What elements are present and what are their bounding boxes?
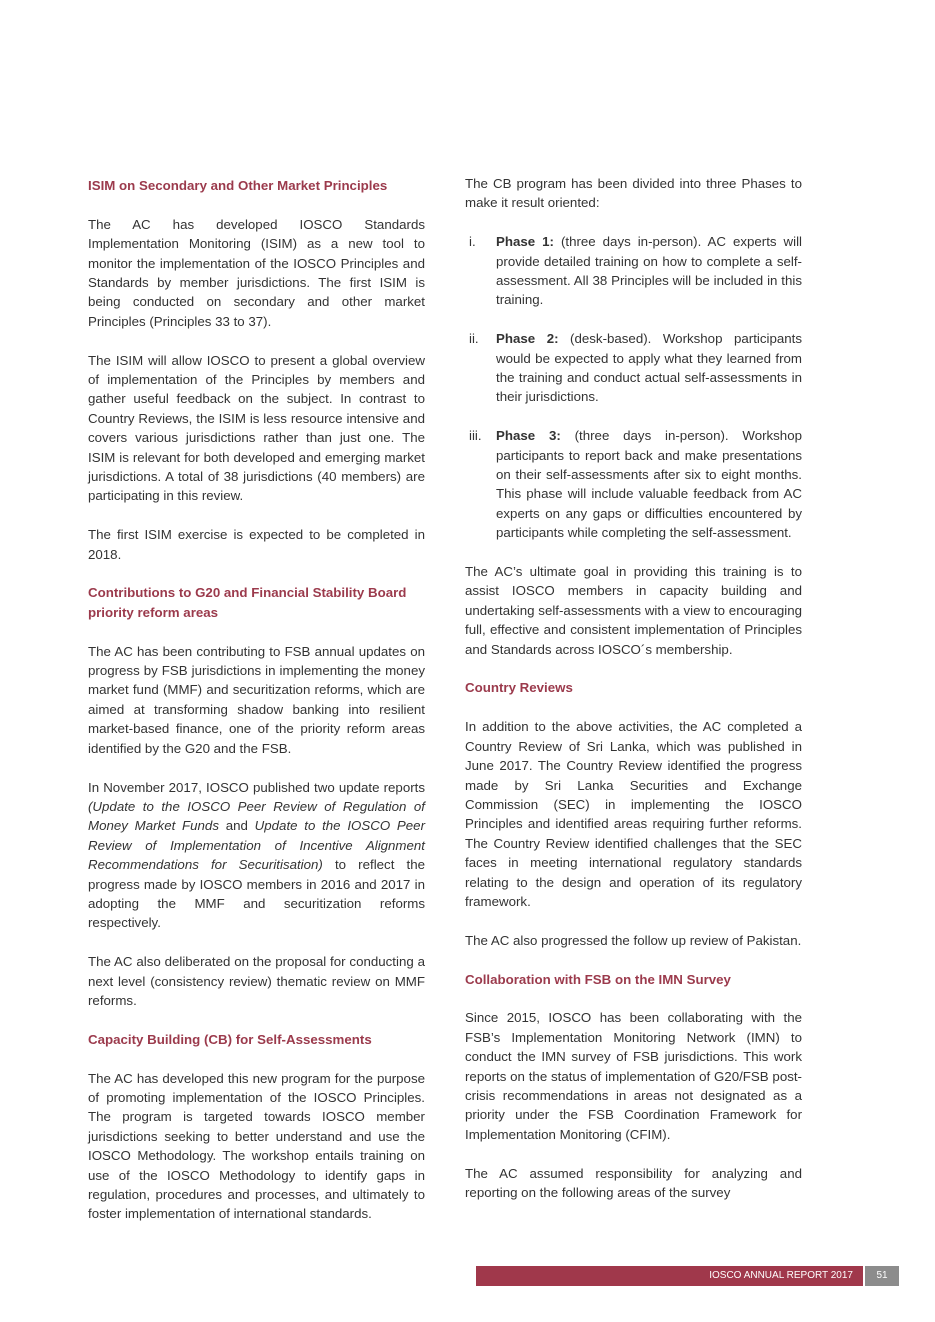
paragraph: The AC has developed this new program for the purpose of promoting implementation of the IOSCO Principles. The program is targeted towards IOSCO member jurisdictions seeking to better understand and use the IOSCO Methodology. The workshop entails training on use of the IOSCO Methodology to identify gaps in regulation, procedures and processes, and ultimately to foster implementation of international standards. — [88, 1070, 425, 1222]
list-item-phase-2 — [465, 329, 802, 407]
paragraph: The AC assumed responsibility for analyzing and reporting on the following areas of the survey — [465, 1165, 802, 1200]
paragraph: The AC also deliberated on the proposal for conducting a next level (consistency review) thematic review on MMF reforms. — [88, 954, 425, 1008]
paragraph: In addition to the above activities, the AC completed a Country Review of Sri Lanka, which was published in June 2017. The Country Review identified the progress made by Sri Lanka Securities and Exchange Commission (SEC) in implementing the IOSCO Principles and identified areas requiring further reforms. The Country Review identified challenges that the SEC faces in meeting international regulatory standards relating to the design and operation of its regulatory framework. — [465, 719, 802, 909]
phase-text: (three days in-person). AC experts will provide detailed training on how to complete a self-assessment. All 38 Principles will be included in this training. — [496, 234, 802, 308]
phase-number: i. — [469, 234, 476, 250]
heading-g20: Contributions to G20 and Financial Stability Board priority reform areas — [88, 585, 407, 620]
list-item-phase-3 — [465, 426, 802, 542]
text: In November 2017, IOSCO published two update reports — [88, 779, 425, 795]
paragraph: The AC has been contributing to FSB annual updates on progress by FSB jurisdictions in implementing the money market fund (MMF) and securitization reforms, which are aimed at transforming shadow banking into resilient market-based finance, one of the priority reform areas identified by the G20 and the FSB. — [88, 643, 425, 756]
report-title-securitisation: Update to the IOSCO Peer Review of Implementation of Incentive Alignment Recommendations for Securitisation) — [88, 818, 425, 873]
page-number: 51 — [865, 1266, 899, 1286]
phase-title: Phase 2: — [496, 331, 559, 347]
phase-title: Phase 3: — [496, 428, 561, 444]
phase-text: (desk-based). Workshop participants would be expected to apply what they learned from the training and conduct actual self-assessments in their jurisdictions. — [496, 331, 802, 405]
paragraph: The AC’s ultimate goal in providing this training is to assist IOSCO members in capacity building and undertaking self-assessments with a view to encouraging full, effective and consistent implementation of Principles and Standards across IOSCO´s membership. — [465, 564, 802, 657]
page-footer — [476, 1266, 899, 1286]
paragraph: The CB program has been divided into three Phases to make it result oriented: — [465, 176, 802, 211]
paragraph: The AC has developed IOSCO Standards Implementation Monitoring (ISIM) as a new tool to monitor the implementation of the IOSCO Principles and Standards by member jurisdictions. The first ISIM is being conducted on secondary and other market Principles (Principles 33 to 37). — [88, 216, 425, 329]
text: and — [218, 818, 255, 834]
heading-isim: ISIM on Secondary and Other Market Principles — [88, 178, 388, 193]
phase-number: ii. — [469, 331, 479, 347]
right-column — [465, 174, 802, 1222]
list-item-phase-1 — [465, 232, 802, 310]
paragraph: The first ISIM exercise is expected to be completed in 2018. — [88, 527, 425, 562]
report-title-mmf: (Update to the IOSCO Peer Review of Regulation of Money Market Funds — [88, 798, 425, 834]
heading-fsb-imn: Collaboration with FSB on the IMN Survey — [465, 971, 731, 987]
phase-list — [465, 232, 802, 542]
paragraph: The ISIM will allow IOSCO to present a global overview of implementation of the Principles by members and gather useful feedback on the subject. In contrast to Country Reviews, the ISIM is less resource intensive and covers various jurisdictions rather than just one. The ISIM is relevant for both developed and emerging market jurisdictions. A total of 38 jurisdictions (40 members) are participating in this review. — [88, 352, 425, 504]
text: to reflect the progress made by IOSCO members in 2016 and 2017 in adopting the MMF and securitization reforms respectively. — [88, 857, 425, 931]
paragraph-update-reports — [88, 778, 425, 933]
heading-country-reviews: Country Reviews — [465, 680, 573, 696]
phase-title: Phase 1: — [496, 234, 554, 250]
left-column — [88, 174, 425, 1243]
paragraph: The AC also progressed the follow up review of Pakistan. — [465, 932, 802, 948]
paragraph: Since 2015, IOSCO has been collaborating with the FSB’s Implementation Monitoring Network (IMN) to conduct the IMN survey of FSB jurisdictions. This work reports on the status of implementation of G20/FSB post-crisis recommendations in areas not designated as a priority under the FSB Coordination Framework for Implementation Monitoring (CFIM). — [465, 1010, 802, 1142]
phase-text: (three days in-person). Workshop participants to report back and make presentations on their self-assessments after six to eight months. This phase will include valuable feedback from AC experts on any gaps or difficulties encountered by participants while completing the self-assessment. — [496, 428, 802, 541]
heading-capacity-building: Capacity Building (CB) for Self-Assessments — [88, 1031, 372, 1047]
footer-report-title: IOSCO ANNUAL REPORT 2017 — [476, 1266, 863, 1286]
phase-number: iii. — [469, 428, 482, 444]
